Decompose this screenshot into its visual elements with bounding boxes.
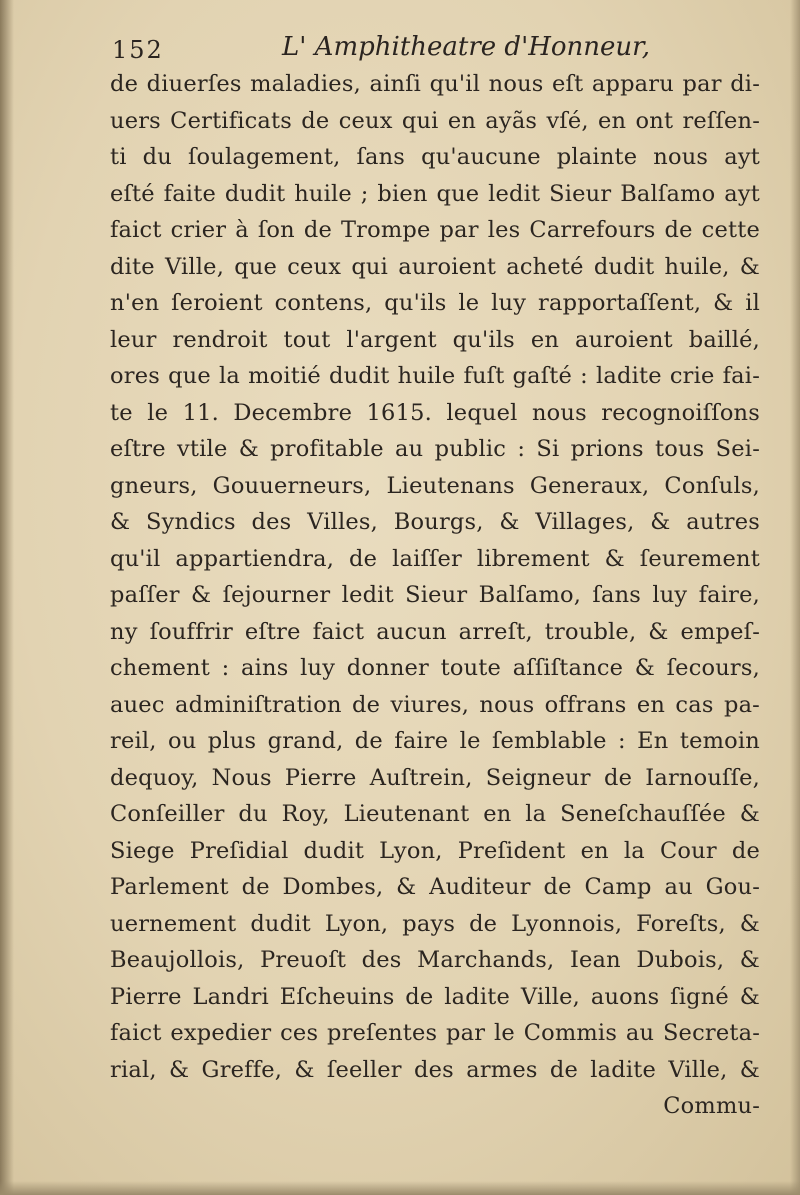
text-line: paſſer & ſejourner ledit Sieur Balſamo, ſans luy faire, — [110, 582, 760, 608]
text-line: chement : ains luy donner toute aſſiſtance & ſecours, — [110, 655, 760, 681]
text-line: gneurs, Gouuerneurs, Lieutenans Generaux, Conſuls, — [110, 472, 760, 499]
text-line: n'en ſeroient contens, qu'ils le luy rapportaſſent, & il — [110, 290, 760, 316]
body-text — [110, 66, 760, 1125]
catchword: Commu- — [663, 1093, 760, 1119]
text-line: dequoy, Nous Pierre Auſtrein, Seigneur de Iarnouſſe, — [110, 764, 760, 791]
page-shadow-left — [0, 0, 14, 1195]
text-line: de diuerſes maladies, ainſi qu'il nous eſt apparu par di- — [110, 71, 760, 97]
page-shadow-bottom — [0, 1181, 800, 1195]
page-header — [112, 30, 752, 64]
text-line: leur rendroit tout l'argent qu'ils en auroient baillé, — [110, 326, 760, 353]
text-line: faict crier à ſon de Trompe par les Carrefours de cette — [110, 217, 760, 243]
page-number: 152 — [112, 36, 164, 64]
text-line: dite Ville, que ceux qui auroient acheté dudit huile, & — [110, 253, 760, 280]
text-line: & Syndics des Villes, Bourgs, & Villages, & autres — [110, 509, 760, 535]
text-line: reil, ou plus grand, de faire le ſemblable : En temoin — [110, 728, 760, 754]
text-line: auec adminiſtration de viures, nous offrans en cas pa- — [110, 691, 760, 718]
text-line: Parlement de Dombes, & Auditeur de Camp au Gou- — [110, 874, 760, 900]
text-line: ti du ſoulagement, ſans qu'aucune plainte nous ayt — [110, 144, 760, 170]
text-line: ny ſouffrir eſtre faict aucun arreſt, trouble, & empeſ- — [110, 618, 760, 645]
text-line: eſté faite dudit huile ; bien que ledit Sieur Balſamo ayt — [110, 180, 760, 207]
text-line: uers Certificats de ceux qui en ayãs vſé, en ont reſſen- — [110, 107, 760, 134]
text-line: qu'il appartiendra, de laiſſer librement & ſeurement — [110, 545, 760, 572]
text-line: ores que la moitié dudit huile fuſt gaſté : ladite crie fai- — [110, 363, 760, 389]
text-line: te le 11. Decembre 1615. lequel nous recognoiſſons — [110, 399, 760, 426]
text-line: faict expedier ces preſentes par le Commis au Secreta- — [110, 1020, 760, 1046]
page-shadow-right — [790, 0, 800, 1195]
text-line: Beaujollois, Preuoſt des Marchands, Iean Dubois, & — [110, 947, 760, 973]
text-line: rial, & Greffe, & ſeeller des armes de ladite Ville, & — [110, 1056, 760, 1083]
text-line: Siege Preſidial dudit Lyon, Preſident en la Cour de — [110, 837, 760, 864]
text-line: eſtre vtile & profitable au public : Si prions tous Sei- — [110, 436, 760, 462]
text-line: Pierre Landri Eſcheuins de ladite Ville, auons ſigné & — [110, 983, 760, 1010]
text-line: uernement dudit Lyon, pays de Lyonnois, Foreſts, & — [110, 910, 760, 937]
text-line: Conſeiller du Roy, Lieutenant en la Seneſchauſſée & — [110, 801, 760, 827]
running-title: L' Amphitheatre d'Honneur, — [282, 32, 650, 62]
